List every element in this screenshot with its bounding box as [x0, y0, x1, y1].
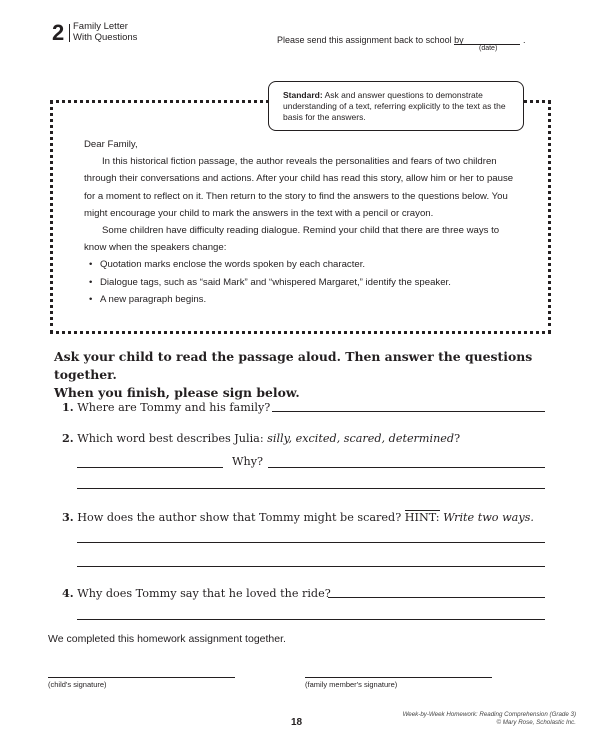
credit-line-2: © Mary Rose, Scholastic Inc.: [496, 719, 576, 726]
question-2-choices: silly, excited, scared, determined: [267, 432, 455, 445]
question-4-text: Why does Tommy say that he loved the ride?: [77, 587, 331, 600]
question-1: [62, 400, 270, 414]
lesson-title-line-1: Family Letter: [73, 21, 128, 32]
send-back-note: Please send this assignment back to school by: [277, 35, 464, 45]
family-signature-label: (family member's signature): [305, 680, 398, 689]
hint-text: Write two ways.: [443, 511, 534, 524]
family-letter: [84, 136, 524, 308]
question-4-answer-line[interactable]: [328, 597, 545, 598]
question-4: [62, 586, 331, 600]
letter-greeting: Dear Family,: [84, 139, 138, 150]
instructions-line-1: Ask your child to read the passage aloud. Then answer the questions together.: [54, 349, 533, 382]
standard-text-3: basis for the answers.: [283, 112, 366, 122]
instructions: [54, 348, 554, 402]
lesson-number: 2: [52, 20, 65, 45]
question-3-answer-line-1[interactable]: [77, 542, 545, 543]
letter-bullet: • A new paragraph begins.: [84, 291, 524, 308]
lesson-title: [73, 21, 137, 43]
question-3-number: 3.: [62, 510, 74, 524]
question-2-answer-line[interactable]: [77, 488, 545, 489]
question-1-text: Where are Tommy and his family?: [77, 401, 271, 414]
hint-label-wrap: [405, 511, 440, 524]
question-2-number: 2.: [62, 431, 74, 445]
letter-bullet: • Dialogue tags, such as “said Mark” and “whispered Margaret,” identify the speaker.: [84, 274, 524, 291]
child-signature-line[interactable]: [48, 677, 235, 678]
question-4-number: 4.: [62, 586, 74, 600]
completion-statement: We completed this homework assignment together.: [48, 633, 286, 645]
lesson-divider: [69, 24, 70, 42]
standard-text-2: understanding of a text, referring explicitly to the text as the: [283, 101, 506, 111]
lesson-title-line-2: With Questions: [73, 32, 138, 43]
family-signature-line[interactable]: [305, 677, 492, 678]
letter-bullet: • Quotation marks enclose the words spoken by each character.: [84, 256, 524, 273]
question-2-word-line[interactable]: [77, 467, 223, 468]
question-2-end: ?: [454, 432, 461, 445]
letter-bullet-list: [84, 256, 524, 308]
question-2: [62, 431, 460, 445]
question-2-why: Why?: [232, 455, 264, 468]
credit-line-1: Week-by-Week Homework: Reading Comprehension (Grade 3): [402, 711, 576, 718]
child-signature-label: (child's signature): [48, 680, 107, 689]
letter-paragraph-1: In this historical fiction passage, the author reveals the personalities and fears of two children through their conversations and actions. After your child has read this story, allow him or her to pause for a moment to reflect on it. Then return to the story to find the answers to the questions below. You might encourage your child to mark the answers in the text with a pencil or crayon.: [84, 156, 514, 219]
question-3-answer-line-2[interactable]: [77, 566, 545, 567]
standard-text-1: Ask and answer questions to demonstrate: [324, 90, 483, 100]
question-3: [62, 510, 534, 524]
date-period: .: [523, 35, 526, 45]
standard-callout: [268, 81, 524, 131]
question-1-number: 1.: [62, 400, 74, 414]
question-3-text: How does the author show that Tommy might be scared?: [77, 511, 402, 524]
question-1-answer-line[interactable]: [272, 411, 545, 412]
question-2-why-line[interactable]: [268, 467, 545, 468]
question-4-answer-line-2[interactable]: [77, 619, 545, 620]
hint-label: HINT:: [404, 511, 440, 524]
question-2-text: Which word best describes Julia:: [77, 432, 264, 445]
date-label: (date): [479, 45, 498, 52]
credit-line: [376, 711, 576, 727]
page-number: 18: [291, 717, 303, 728]
instructions-line-2: When you finish, please sign below.: [54, 385, 300, 400]
standard-label: Standard:: [283, 90, 323, 100]
letter-paragraph-2: Some children have difficulty reading dialogue. Remind your child that there are three ways to know when the speakers change:: [84, 225, 500, 254]
